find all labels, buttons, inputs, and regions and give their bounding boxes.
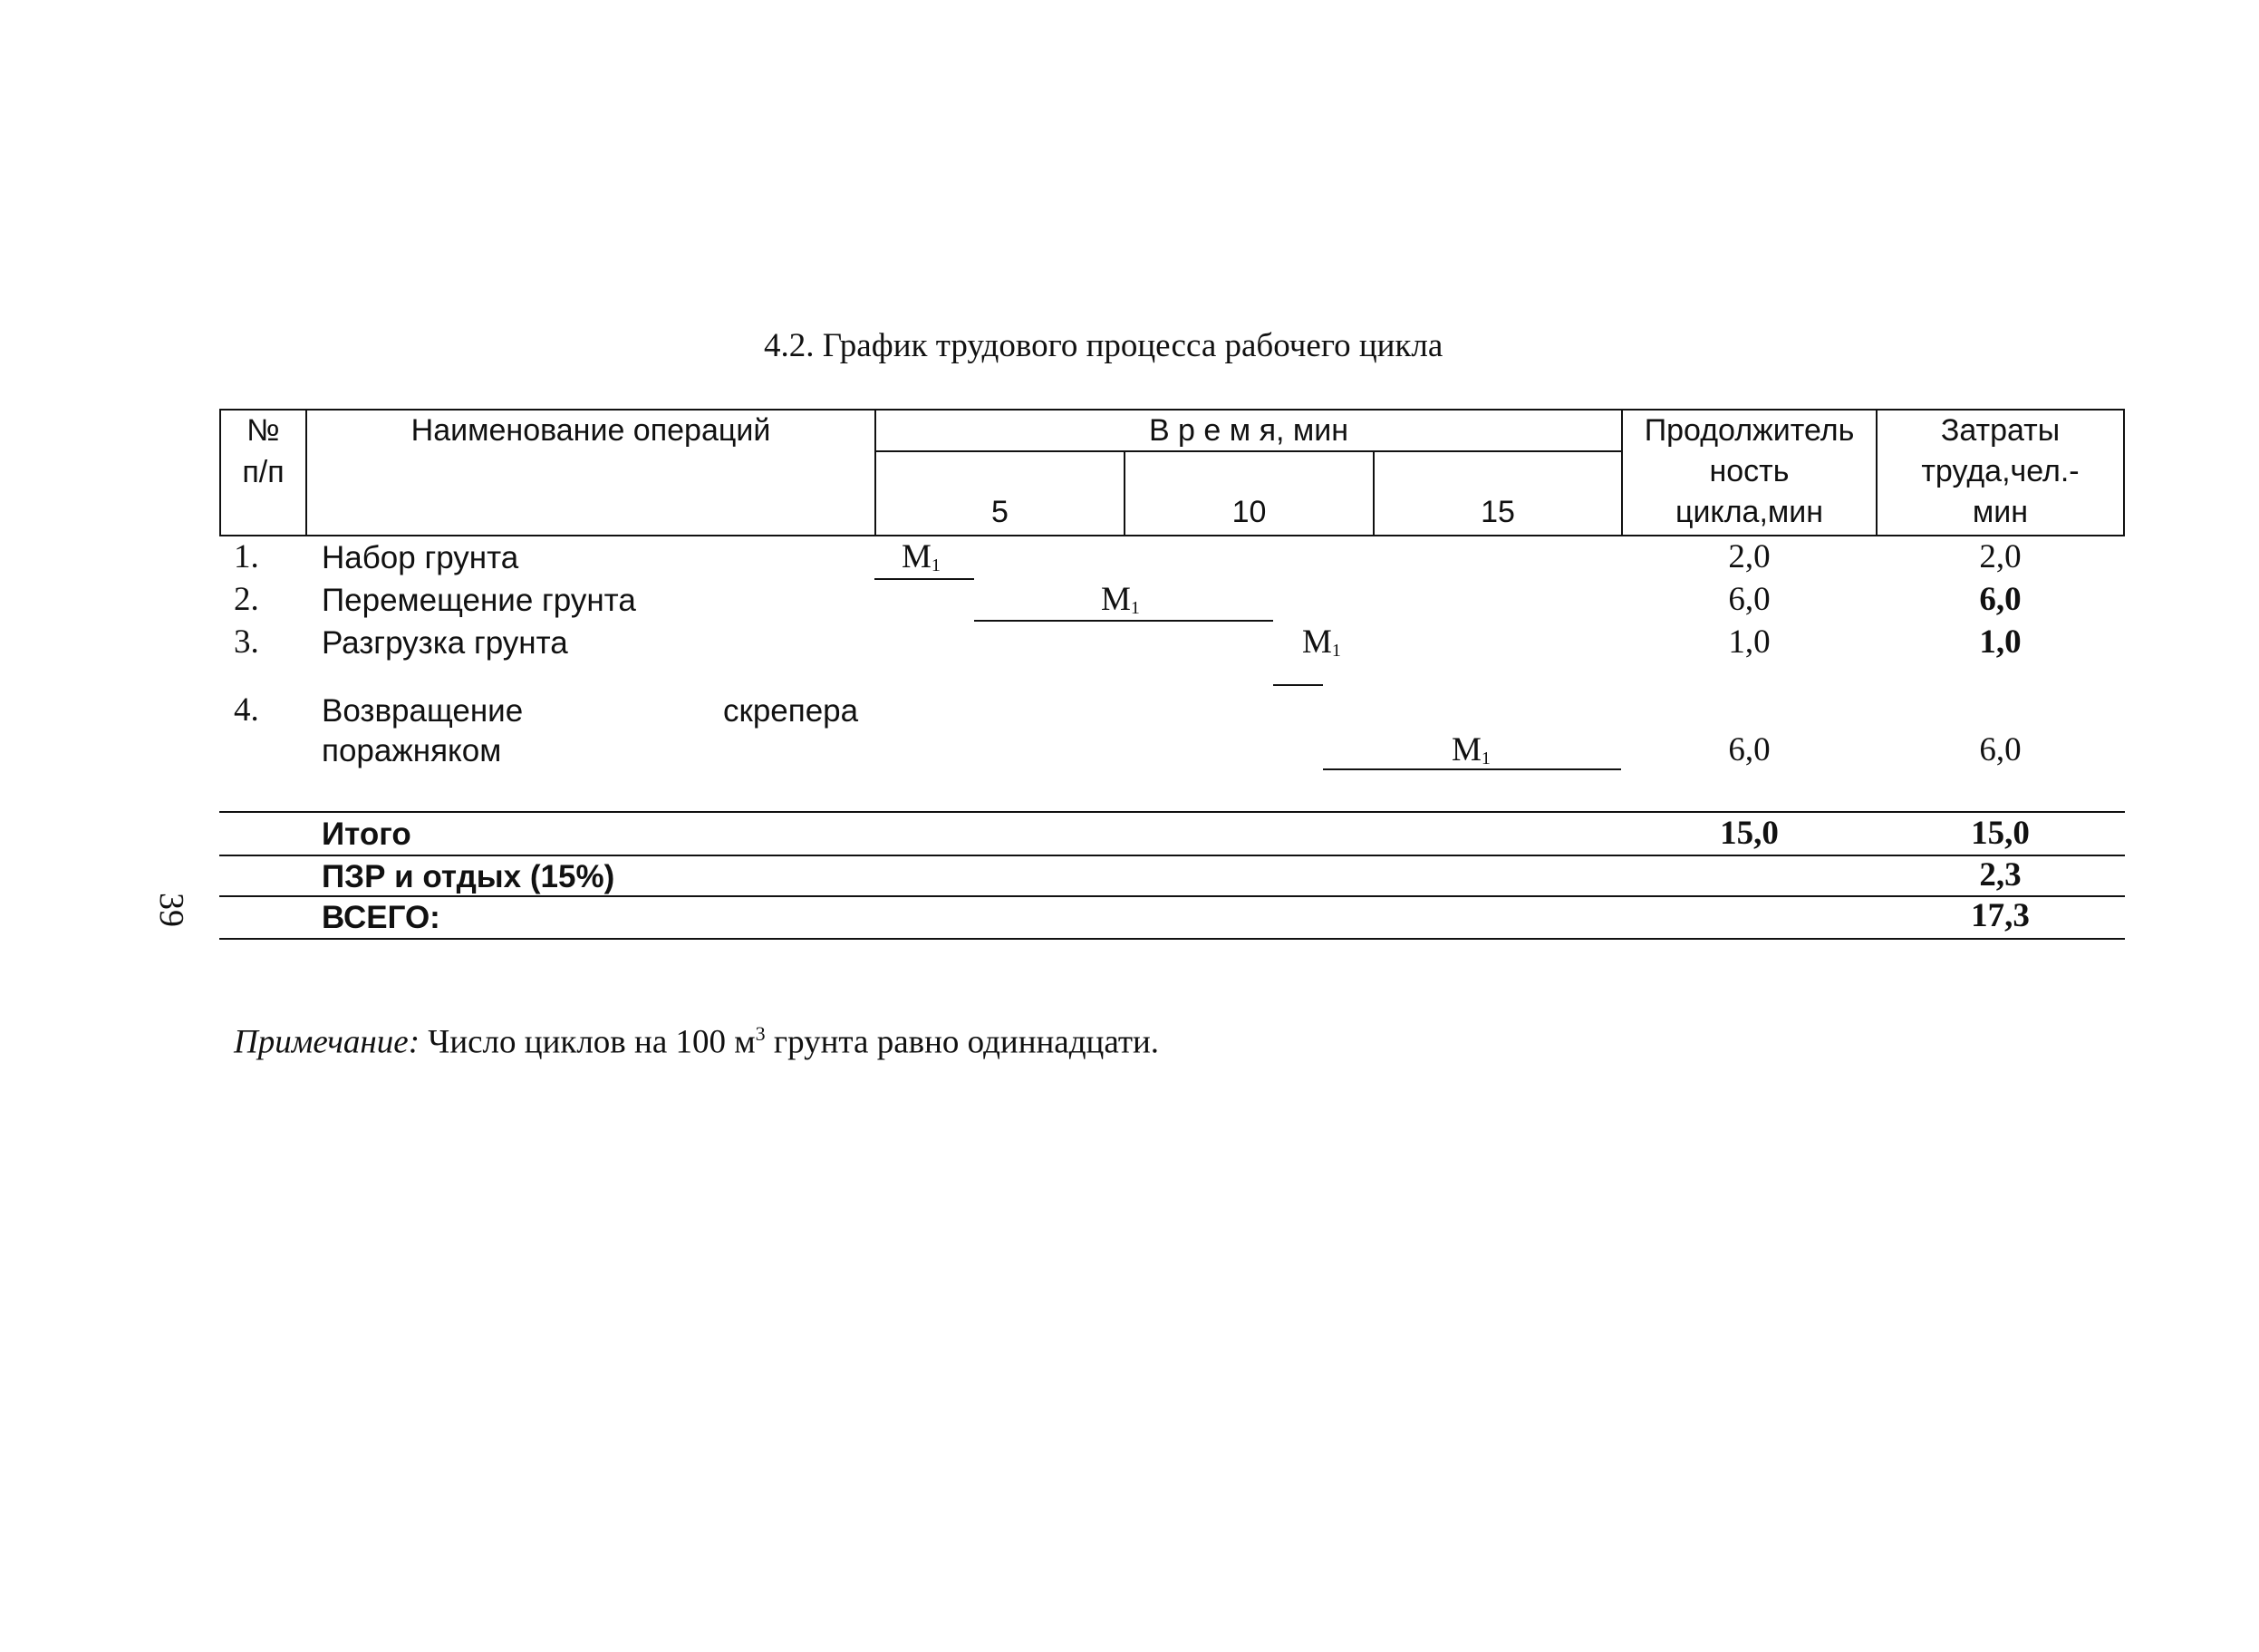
duration-value: 1,0 bbox=[1728, 623, 1771, 661]
duration-value: 6,0 bbox=[1728, 731, 1771, 768]
time-tick-label: 10 bbox=[1231, 495, 1267, 529]
labor-value: 2,0 bbox=[1979, 538, 2022, 575]
itogo-labor: 15,0 bbox=[1971, 815, 2030, 852]
row-number: 3. bbox=[234, 623, 259, 661]
totals-bottom-border bbox=[219, 938, 2125, 940]
col-header-labor: Затраты bbox=[1940, 413, 2061, 448]
operation-name: поражняком bbox=[322, 733, 502, 768]
pzr-label: ПЗР и отдых (15%) bbox=[322, 859, 615, 894]
operation-name: Набор грунта bbox=[322, 540, 519, 575]
schedule-mark: $M_1$ bbox=[1452, 731, 1491, 768]
note-label: Примечание: bbox=[234, 1023, 420, 1061]
duration-value: 6,0 bbox=[1728, 581, 1771, 618]
time-tick-label: 5 bbox=[991, 495, 1009, 529]
labor-value: 6,0 bbox=[1979, 731, 2022, 768]
schedule-bar bbox=[974, 620, 1273, 622]
table-note bbox=[234, 1022, 1159, 1061]
itogo-duration: 15,0 bbox=[1720, 815, 1779, 852]
row-number: 2. bbox=[234, 581, 259, 618]
col-header-number-sub: п/п bbox=[242, 455, 285, 489]
col-header-operation: Наименование операций bbox=[410, 413, 771, 448]
schedule-bar bbox=[874, 578, 974, 580]
row-number: 1. bbox=[234, 538, 259, 575]
labor-value: 1,0 bbox=[1979, 623, 2022, 661]
operation-name: Разгрузка грунта bbox=[322, 625, 568, 661]
schedule-bar bbox=[1273, 684, 1323, 686]
schedule-mark: $M_1$ bbox=[1101, 581, 1140, 618]
vsego-labor: 17,3 bbox=[1971, 897, 2030, 934]
operation-name: Перемещение грунта bbox=[322, 583, 636, 618]
labor-value: 6,0 bbox=[1979, 581, 2022, 618]
operation-name: Возвращение bbox=[322, 693, 524, 729]
schedule-mark: $M_1$ bbox=[902, 538, 941, 575]
pzr-labor: 2,3 bbox=[1979, 856, 2022, 894]
page-title: 4.2. График трудового процесса рабочего цикла bbox=[764, 327, 1443, 364]
note-text: Число циклов на 100 м bbox=[420, 1023, 756, 1061]
header-col-border bbox=[2123, 409, 2125, 536]
col-header-labor: мин bbox=[1972, 495, 2029, 529]
duration-value: 2,0 bbox=[1728, 538, 1771, 575]
schedule-bar bbox=[1323, 768, 1621, 770]
page-number: 39 bbox=[152, 893, 190, 927]
vsego-label: ВСЕГО: bbox=[322, 900, 440, 935]
time-tick-label: 15 bbox=[1481, 495, 1515, 529]
totals-row-border bbox=[219, 895, 2125, 897]
col-header-duration: ность bbox=[1709, 454, 1790, 488]
note-superscript: 3 bbox=[755, 1022, 766, 1045]
col-header-duration: цикла,мин bbox=[1675, 495, 1824, 529]
row-number: 4. bbox=[234, 691, 259, 729]
col-header-time: В р е м я, мин bbox=[1148, 413, 1349, 448]
col-header-duration: Продолжитель bbox=[1644, 413, 1855, 448]
itogo-label: Итого bbox=[322, 816, 411, 852]
col-header-number: № bbox=[246, 413, 280, 448]
col-header-labor: труда,чел.- bbox=[1921, 454, 2080, 488]
note-text: грунта равно одиннадцати. bbox=[765, 1023, 1160, 1061]
schedule-mark: $M_1$ bbox=[1302, 623, 1341, 661]
operation-name: скрепера bbox=[723, 693, 859, 729]
